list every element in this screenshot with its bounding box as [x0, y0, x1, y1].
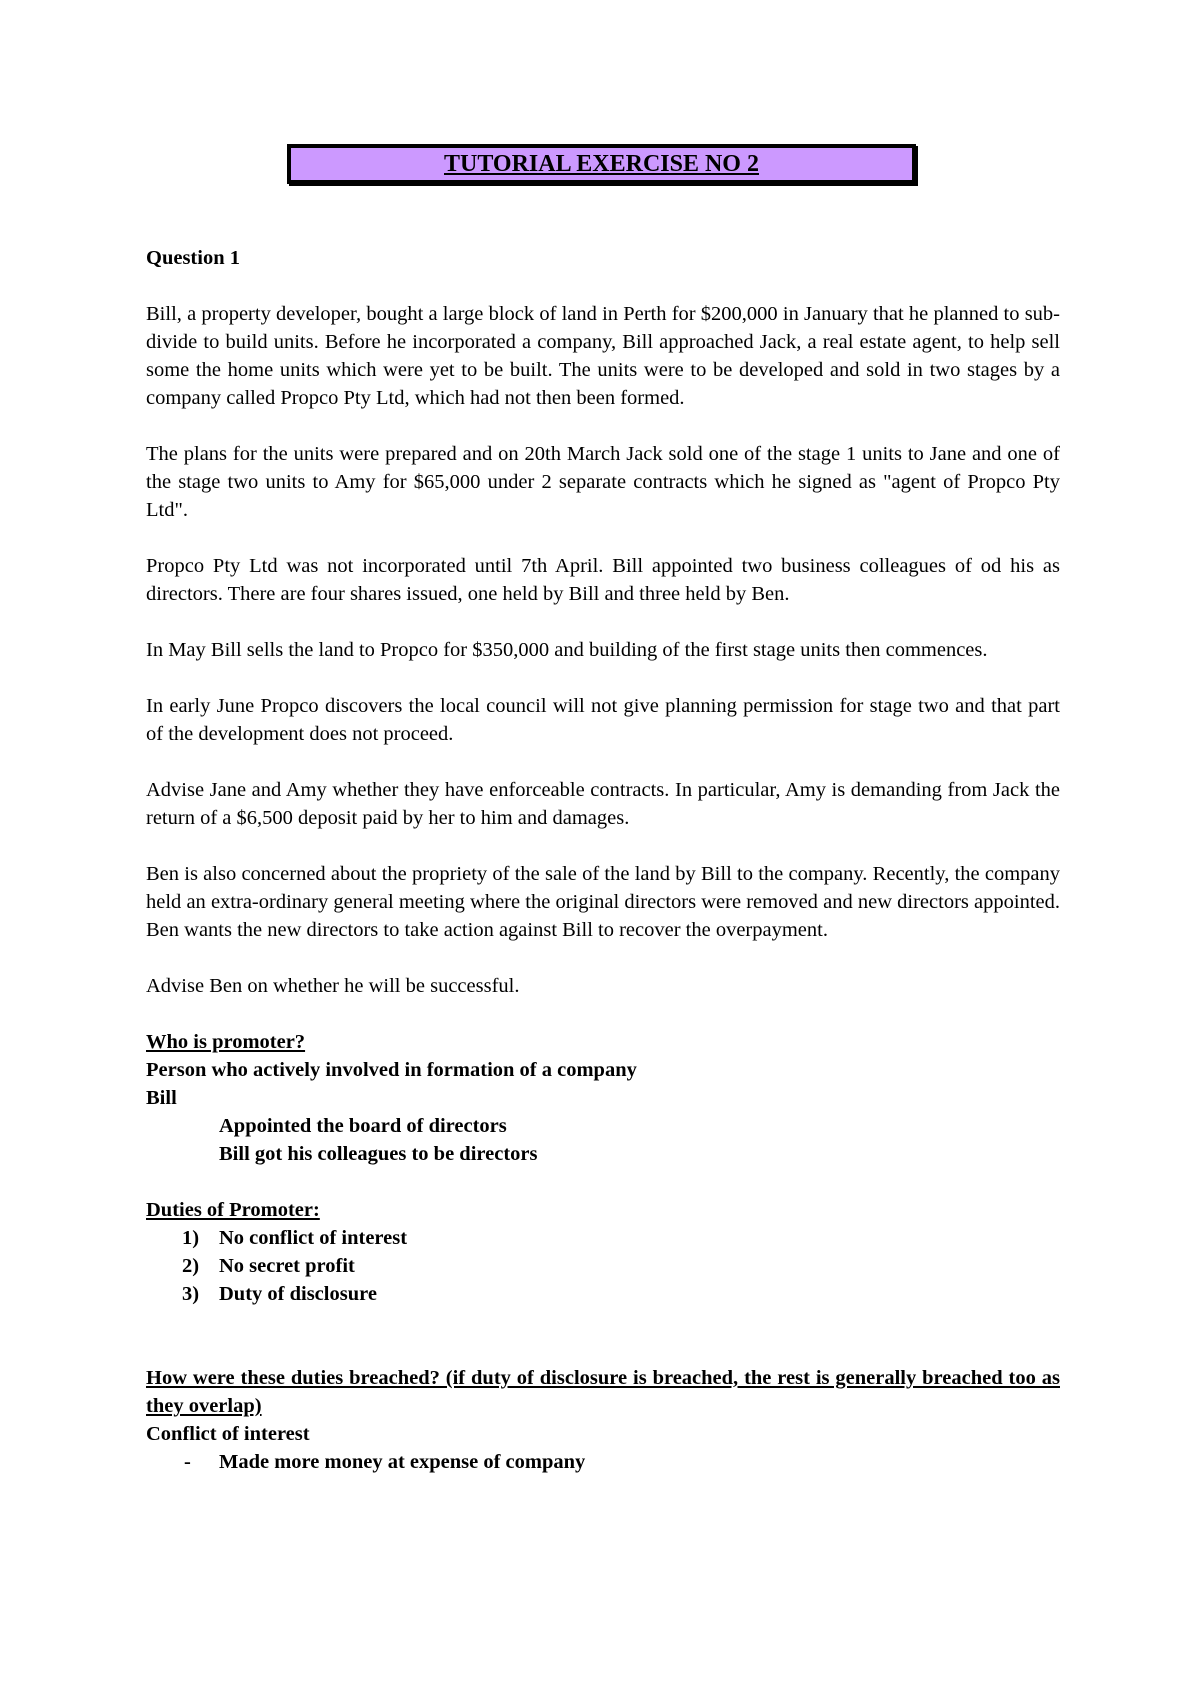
duty-list-item [146, 1252, 1060, 1280]
paragraph: Advise Ben on whether he will be successful. [146, 975, 520, 997]
paragraph: Propco Pty Ltd was not incorporated until 7th April. Bill appointed two business colleagues of od his as directors. There are four shares issued, one held by Bill and three held by Ben. [146, 555, 1060, 605]
promoter-name: Bill [146, 1087, 177, 1109]
question-heading: Question 1 [146, 247, 240, 269]
list-number: 1) [182, 1227, 200, 1249]
dash-bullet: - [184, 1451, 191, 1473]
list-number: 2) [182, 1255, 200, 1277]
paragraph: The plans for the units were prepared and on 20th March Jack sold one of the stage 1 units to Jane and one of the stage two units to Amy for $65,000 under 2 separate contracts which he signed as "agent of Propco Pty Ltd". [146, 443, 1060, 521]
duty-text: Duty of disclosure [219, 1283, 377, 1305]
breach-section [146, 1364, 1060, 1476]
document-title: TUTORIAL EXERCISE NO 2 [444, 151, 759, 177]
promoter-point: Appointed the board of directors [219, 1115, 507, 1137]
duties-section [146, 1196, 1060, 1308]
list-number: 3) [182, 1283, 200, 1305]
breach-heading: How were these duties breached? (if duty of disclosure is breached, the rest is generally breached too as they overlap) [146, 1367, 1060, 1417]
duty-text: No secret profit [219, 1255, 355, 1277]
title-box [287, 144, 916, 184]
paragraph: Bill, a property developer, bought a large block of land in Perth for $200,000 in January that he planned to sub-divide to build units. Before he incorporated a company, Bill approached Jack, a real estate agent, to help sell some the home units which were yet to be built. The units were to be developed and sold in two stages by a company called Propco Pty Ltd, which had not then been formed. [146, 303, 1060, 409]
breach-text: Made more money at expense of company [219, 1451, 586, 1473]
paragraph: Advise Jane and Amy whether they have enforceable contracts. In particular, Amy is demanding from Jack the return of a $6,500 deposit paid by her to him and damages. [146, 779, 1060, 829]
promoter-definition: Person who actively involved in formation of a company [146, 1059, 637, 1081]
promoter-point: Bill got his colleagues to be directors [219, 1143, 538, 1165]
paragraph: In May Bill sells the land to Propco for $350,000 and building of the first stage units then commences. [146, 639, 988, 661]
duties-heading: Duties of Promoter: [146, 1199, 320, 1221]
breach-subheading: Conflict of interest [146, 1423, 310, 1445]
breach-list-item [146, 1448, 1060, 1476]
duty-text: No conflict of interest [219, 1227, 408, 1249]
document-body [146, 244, 1060, 1476]
duty-list-item [146, 1280, 1060, 1308]
duty-list-item [146, 1224, 1060, 1252]
paragraph: In early June Propco discovers the local council will not give planning permission for stage two and that part of the development does not proceed. [146, 695, 1060, 745]
promoter-section [146, 1028, 1060, 1168]
paragraph: Ben is also concerned about the propriety of the sale of the land by Bill to the company. Recently, the company held an extra-ordinary general meeting where the original directors were removed and new directors appointed. Ben wants the new directors to take action against Bill to recover the overpayment. [146, 863, 1060, 941]
promoter-heading: Who is promoter? [146, 1031, 306, 1053]
